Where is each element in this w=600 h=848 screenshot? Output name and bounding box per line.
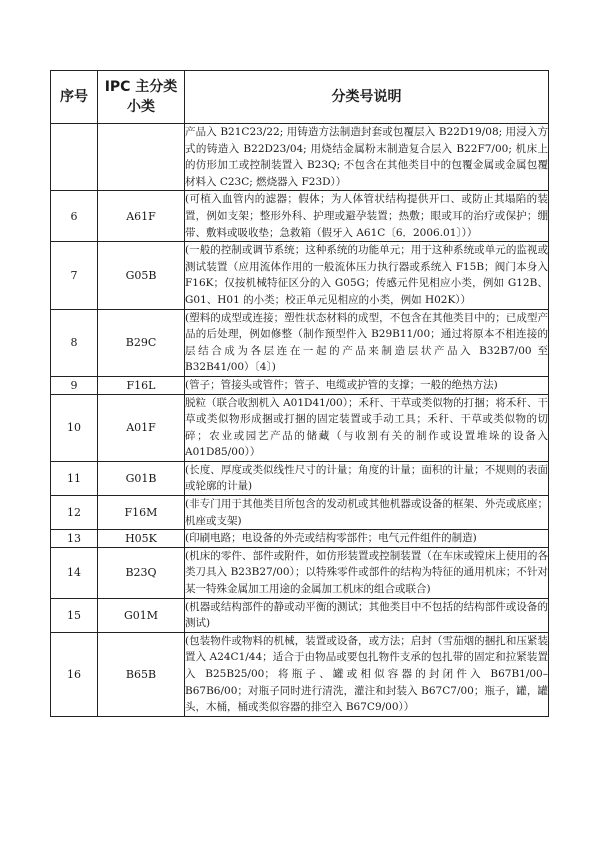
row-seq: 14 bbox=[51, 547, 98, 598]
row-description: 脱粒（联合收割机入 A01D41/00）；禾秆、干草或类似物的打捆；将禾秆、干草或类似物形成捆或打捆的固定装置或手动工具；禾秆、干草或类似物的切碎；农业或园艺产品的储藏（与收割有关的制作或设置堆垛的设备入 A01D85/00）） bbox=[185, 394, 549, 461]
row-seq: 7 bbox=[51, 242, 98, 309]
row-description: (塑料的成型或连接；塑性状态材料的成型，不包含在其他类目中的；已成型产品的后处理，例如修整（制作预型件入 B29B11/00；通过将原本不相连接的层结合成为各层连在一起的产品来制造层状产品入 B32B7/00 至 B32B41/00）〔4〕) bbox=[185, 309, 549, 376]
table-row bbox=[51, 598, 549, 632]
row-description: (印刷电路；电设备的外壳或结构零部件；电气元件组件的制造) bbox=[185, 530, 549, 548]
row-seq: 6 bbox=[51, 191, 98, 242]
table-row bbox=[51, 191, 549, 242]
row-seq: 11 bbox=[51, 461, 98, 495]
table-row bbox=[51, 530, 549, 548]
row-ipc-code bbox=[98, 124, 185, 191]
row-ipc-code: G05B bbox=[98, 242, 185, 309]
row-ipc-code: A61F bbox=[98, 191, 185, 242]
row-seq: 12 bbox=[51, 496, 98, 530]
row-seq: 8 bbox=[51, 309, 98, 376]
row-ipc-code: G01B bbox=[98, 461, 185, 495]
row-ipc-code: B23Q bbox=[98, 547, 185, 598]
row-ipc-code: B65B bbox=[98, 632, 185, 716]
row-description: (管子；管接头或管件；管子、电缆或护管的支撑；一般的绝热方法) bbox=[185, 376, 549, 394]
row-description: (包装物件或物料的机械，装置或设备，或方法；启封（雪茄烟的捆扎和压紧装置入 A24C1/44；适合于由物品或要包扎物件支承的包扎带的固定和拉紧装置入 B25B25/00；将瓶子、罐或相似容器的封闭件入 B67B1/00–B67B6/00；对瓶子同时进行清洗，灌注和封装入 B67C7/00；瓶子，罐，罐头，木桶，桶或类似容器的排空入 B67C9/00）） bbox=[185, 632, 549, 716]
row-ipc-code: A01F bbox=[98, 394, 185, 461]
table-row bbox=[51, 496, 549, 530]
row-seq: 10 bbox=[51, 394, 98, 461]
row-description: (非专门用于其他类目所包含的发动机或其他机器或设备的框架、外壳或底座；机座或支架) bbox=[185, 496, 549, 530]
row-description: (机器或结构部件的静或动平衡的测试；其他类目中不包括的结构部件或设备的测试) bbox=[185, 598, 549, 632]
header-ipc-line1: IPC 主分类 bbox=[104, 79, 178, 95]
table-row bbox=[51, 632, 549, 716]
table-header-row bbox=[51, 71, 549, 124]
header-seq: 序号 bbox=[51, 71, 98, 124]
row-description: (一般的控制或调节系统；这种系统的功能单元；用于这种系统或单元的监视或测试装置（应用流体作用的一般流体压力执行器或系统入 F15B；阀门本身入 F16K；仅按机械特征区分的入 G05G；传感元件见相应小类，例如 G12B、G01、H01 的小类；校正单元见相应的小类，例如 H02K）） bbox=[185, 242, 549, 309]
table-row bbox=[51, 461, 549, 495]
table-row bbox=[51, 394, 549, 461]
header-description: 分类号说明 bbox=[185, 71, 549, 124]
row-ipc-code: H05K bbox=[98, 530, 185, 548]
row-description: (机床的零件、部件或附件，如仿形装置或控制装置（在车床或镗床上使用的各类刀具入 B23B27/00）；以特殊零件或部件的结构为特征的通用机床；不针对某一特殊金属加工用途的金属加工机床的组合或联合) bbox=[185, 547, 549, 598]
table-row bbox=[51, 309, 549, 376]
row-description: (长度、厚度或类似线性尺寸的计量；角度的计量；面积的计量；不规则的表面或轮廓的计量) bbox=[185, 461, 549, 495]
row-seq: 9 bbox=[51, 376, 98, 394]
row-ipc-code: G01M bbox=[98, 598, 185, 632]
row-seq: 15 bbox=[51, 598, 98, 632]
row-ipc-code: B29C bbox=[98, 309, 185, 376]
table-row bbox=[51, 376, 549, 394]
row-seq bbox=[51, 124, 98, 191]
table-row bbox=[51, 242, 549, 309]
table-row bbox=[51, 547, 549, 598]
row-seq: 16 bbox=[51, 632, 98, 716]
row-description: (可植入血管内的滤器；假体；为人体管状结构提供开口、或防止其塌陷的装置，例如支架；整形外科、护理或避孕装置；热敷；眼或耳的治疗或保护；绷带、敷料或吸收垫；急救箱（假牙入 A61C〔6．2006.01〕）） bbox=[185, 191, 549, 242]
row-description: 产品入 B21C23/22; 用铸造方法制造封套或包覆层入 B22D19/08; 用浸入方式的铸造入 B22D23/04; 用烧结金属粉末制造复合层入 B22F7/00; 机床上的仿形加工或控制装置入 B23Q; 不包含在其他类目中的包覆金属或金属包覆材料入 C23C; 燃烧器入 F23D）） bbox=[185, 124, 549, 191]
row-seq: 13 bbox=[51, 530, 98, 548]
row-ipc-code: F16L bbox=[98, 376, 185, 394]
table-row bbox=[51, 124, 549, 191]
header-ipc-line2: 小类 bbox=[127, 99, 155, 115]
ipc-classification-table bbox=[50, 70, 549, 717]
row-ipc-code: F16M bbox=[98, 496, 185, 530]
header-ipc-subclass bbox=[98, 71, 185, 124]
